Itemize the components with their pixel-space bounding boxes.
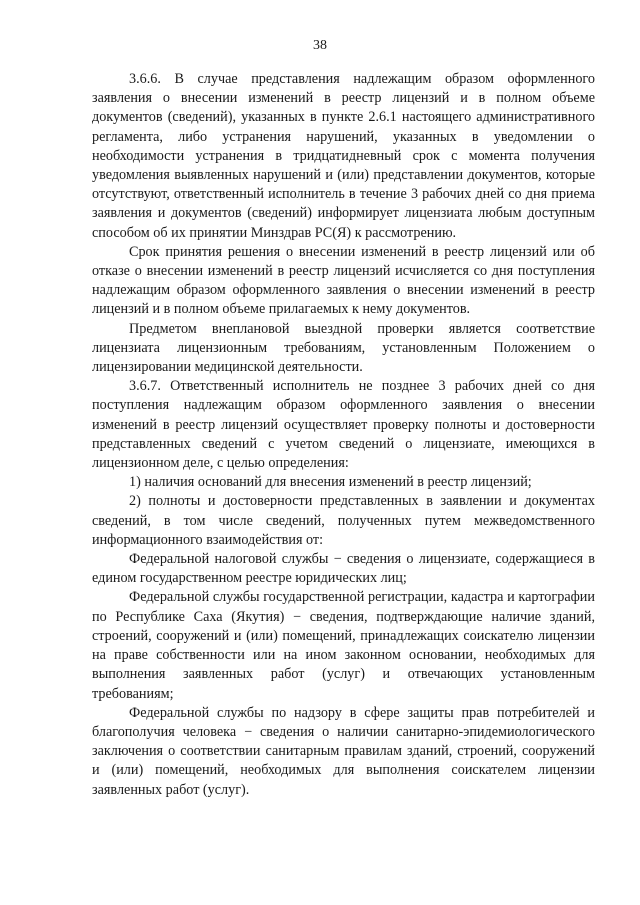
paragraph-3-6-7: 3.6.7. Ответственный исполнитель не позднее 3 рабочих дней со дня поступления надлежащим образом оформленного заявления о внесении изменений в реестр лицензий осуществляет проверку полноты и достоверности представленных сведений с учетом сведений о лицензиате, имеющихся в лицензионном деле, с целью определения:	[92, 378, 595, 472]
paragraph-registration-service: Федеральной службы государственной регистрации, кадастра и картографии по Республике Саха (Якутия) − сведения, подтверждающие наличие зданий, строений, сооружений и (или) помещений, принадлежащих соискателю лицензии на праве собственности или на ином законном основании, необходимых для выполнения заявленных работ (услуг) и отвечающих установленным требованиям;	[92, 589, 595, 702]
list-item-2: 2) полноты и достоверности представленных в заявлении и документах сведений, в том числе сведений, полученных путем межведомственного информационного взаимодействия от:	[92, 493, 595, 548]
paragraph-3-6-6: 3.6.6. В случае представления надлежащим образом оформленного заявления о внесении изменений в реестр лицензий и в полном объеме документов (сведений), указанных в пункте 2.6.1 настоящего административного регламента, либо устранения нарушений, указанных в уведомлении о необходимости устранения в тридцатидневный срок с момента получения уведомления выявленных нарушений и (или) представлении документов, которые отсутствуют, ответственный исполнитель в течение 3 рабочих дней со дня приема заявления и документов (сведений) информирует лицензиата любым доступным способом об их принятии Минздрав РС(Я) к рассмотрению.	[92, 71, 595, 241]
list-item-1: 1) наличия оснований для внесения изменений в реестр лицензий;	[129, 474, 532, 491]
paragraph-consumer-protection-service: Федеральной службы по надзору в сфере защиты прав потребителей и благополучия человека − сведения о наличии санитарно-эпидемиологического заключения о соответствии санитарным правилам зданий, строений, сооружений и (или) помещений, необходимых для выполнения соискателем лицензии заявленных работ (услуг).	[92, 704, 595, 798]
page-number: 38	[313, 38, 327, 53]
document-body	[92, 70, 595, 800]
paragraph-tax-service: Федеральной налоговой службы − сведения о лицензиате, содержащиеся в едином государственном реестре юридических лиц;	[92, 551, 595, 587]
paragraph-decision-term: Срок принятия решения о внесении изменений в реестр лицензий или об отказе о внесении изменений в реестр лицензий исчисляется со дня поступления надлежащим образом оформленного заявления о внесении изменений в реестр лицензий и в полном объеме прилагаемых к нему документов.	[92, 243, 595, 318]
paragraph-inspection-subject: Предметом внеплановой выездной проверки является соответствие лицензиата лицензионным требованиям, установленным Положением о лицензировании медицинской деятельности.	[92, 320, 595, 376]
